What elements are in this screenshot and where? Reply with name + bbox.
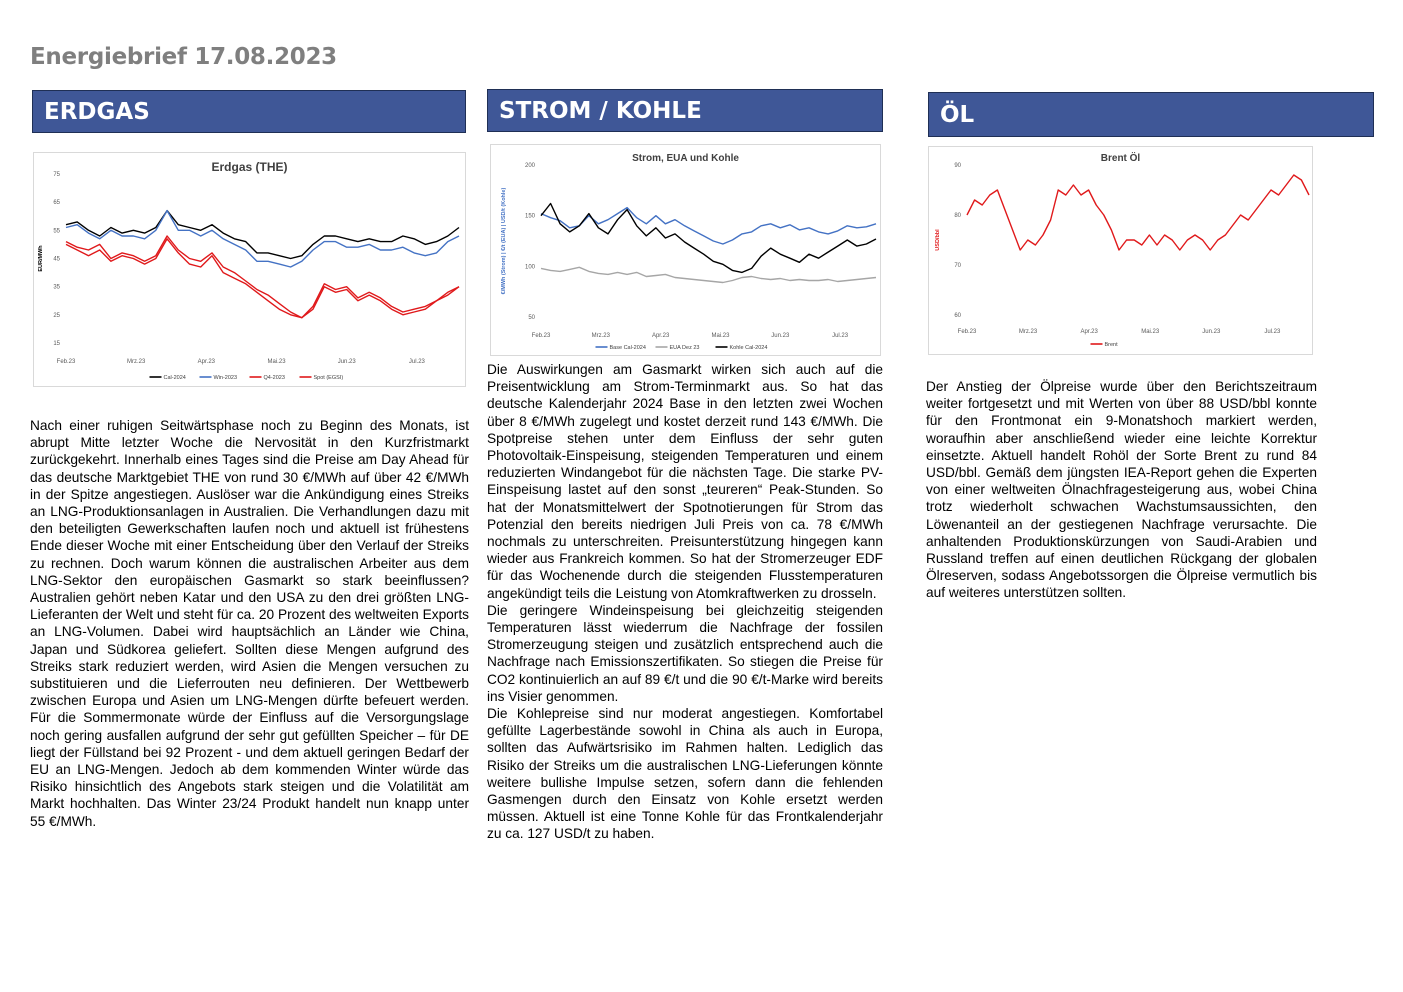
y-tick-label: 90 xyxy=(954,163,961,169)
legend-label: Base Cal-2024 xyxy=(609,345,646,351)
x-tick-label: Mai.23 xyxy=(1141,329,1160,335)
y-tick-label: 65 xyxy=(53,200,60,207)
page-title: Energiebrief 17.08.2023 xyxy=(30,44,337,70)
series-line-win-2023 xyxy=(66,211,459,267)
x-tick-label: Feb.23 xyxy=(56,359,76,365)
strom-text xyxy=(487,361,883,843)
x-tick-label: Jul.23 xyxy=(832,333,849,339)
series-line-cal-2024 xyxy=(66,211,459,259)
y-tick-label: 80 xyxy=(954,213,961,219)
y-axis-label: USD/bbl xyxy=(935,229,941,251)
y-tick-label: 45 xyxy=(53,256,60,263)
chart-title: Erdgas (THE) xyxy=(211,160,288,174)
y-axis-label: €/MWh (Strom) | €/t (EUA) | USD/t (Kohle) xyxy=(501,187,507,295)
section-header-strom: STROM / KOHLE xyxy=(487,89,883,132)
x-tick-label: Apr.23 xyxy=(651,333,670,339)
legend-label: Kohle Cal-2024 xyxy=(729,345,768,351)
series-line-spot-egsi- xyxy=(66,239,459,318)
legend-label: Spot (EGSI) xyxy=(313,375,344,381)
chart-gas xyxy=(33,152,466,387)
legend-label: Brent xyxy=(1104,342,1118,348)
y-tick-label: 35 xyxy=(53,284,60,291)
y-tick-label: 25 xyxy=(53,312,60,319)
oel-text xyxy=(926,378,1317,602)
x-tick-label: Feb.23 xyxy=(957,329,977,335)
y-tick-label: 100 xyxy=(524,264,535,271)
legend-label: EUA Dez 23 xyxy=(669,345,700,351)
y-tick-label: 200 xyxy=(524,163,535,169)
y-tick-label: 150 xyxy=(524,213,535,220)
strom-paragraph-1: Die Auswirkungen am Gasmarkt wirken sich auch auf die Preisentwicklung am Strom-Terminmarkt aus. So hat das deutsche Kalenderjahr 2024 Base in den letzten zwei Wochen über 8 €/MWh zugelegt und kostet derzeit rund 143 €/MWh. Die Spotpreise stehen unter dem Einfluss der sehr guten Photovoltaik-Einspeisung, steigenden Temperaturen und einem reduzierten Windangebot für die nächsten Tage. Die starke PV-Einspeisung lastet auf den sonst „teureren“ Peak-Stunden. So hat der Monatsmittelwert der Spotnotierungen für Strom das Potenzial den bereits niedrigen Juli Preis von ca. 78 €/MWh nochmals zu unterschreiten. Preisunterstützung hingegen kann wieder aus Frankreich kommen. So hat der Stromerzeuger EDF für das Wochenende durch die steigenden Flusstemperaturen angekündigt teils die Leistung von Atomkraftwerken zu drosseln. xyxy=(487,362,883,601)
y-tick-label: 50 xyxy=(528,315,535,321)
chart-oel-svg xyxy=(929,147,1312,354)
section-header-oel: ÖL xyxy=(928,92,1374,137)
y-tick-label: 60 xyxy=(954,313,961,319)
chart-oel xyxy=(928,146,1313,355)
series-line-base-cal-2024 xyxy=(541,208,876,244)
x-tick-label: Apr.23 xyxy=(197,359,216,365)
y-tick-label: 15 xyxy=(53,341,60,347)
y-tick-label: 70 xyxy=(954,263,961,269)
chart-title: Strom, EUA und Kohle xyxy=(632,153,739,164)
chart-strom xyxy=(490,144,881,356)
y-axis-label: EUR/MWh xyxy=(38,245,44,272)
erdgas-text xyxy=(30,417,469,830)
x-tick-label: Jun.23 xyxy=(771,333,790,339)
y-tick-label: 75 xyxy=(53,172,60,178)
series-line-eua-dez-23 xyxy=(541,267,876,282)
x-tick-label: Jul.23 xyxy=(408,359,425,365)
section-header-erdgas: ERDGAS xyxy=(32,90,466,133)
x-tick-label: Mrz.23 xyxy=(591,333,610,339)
strom-paragraph-3: Die Kohlepreise sind nur moderat angestiegen. Komfortabel gefüllte Lagerbestände sowohl in China als auch in Europa, sollten das Aufwärtsrisiko im Rahmen halten. Lediglich das Risiko der Streiks um die australischen LNG-Lieferungen könnte weitere bullishe Impulse setzen, sofern dann die fehlenden Gasmengen durch den Einsatz von Kohle ersetzt werden müssen. Aktuell ist eine Tonne Kohle für das Frontkalenderjahr zu ca. 127 USD/t zu haben. xyxy=(487,706,883,842)
x-tick-label: Mrz.23 xyxy=(127,359,146,365)
erdgas-paragraph: Nach einer ruhigen Seitwärtsphase noch zu Beginn des Monats, ist abrupt Mitte letzter Woche die Nervosität in den Kurzfristmarkt zurückgekehrt. Innerhalb eines Tages sind die Preise am Day Ahead für das deutsche Marktgebiet THE von rund 30 €/MWh auf über 42 €/MWh in der Spitze angestiegen. Auslöser war die Ankündigung eines Streiks an LNG-Produktionsanlagen in Australien. Die Verhandlungen dazu mit den beteiligten Gewerkschaften laufen noch und aktuell ist frühestens Ende dieser Woche mit einer Entscheidung über den Verlauf der Streiks zu rechnen. Doch warum können die australischen Arbeiter aus dem LNG-Sektor den europäischen Gasmarkt so stark beeinflussen? Australien gehört neben Katar und den USA zu den drei größten LNG-Lieferanten der Welt und steht für ca. 20 Prozent des weltweiten Exports an LNG-Volumen. Dabei wird hauptsächlich an Länder wie China, Japan und Südkorea geliefert. Sollten diese Mengen aufgrund des Streiks stark reduziert werden, wird Asien die Mengen versuchen zu substituieren und die Lieferrouten neu definieren. Der Wettbewerb zwischen Europa und Asien um LNG-Mengen dürfte befeuert werden. Für die Sommermonate würde der Einfluss auf die Versorgungslage noch gering ausfallen aufgrund der sehr gut gefüllten Speicher – für DE liegt der Füllstand bei 92 Prozent - und dem aktuell geringen Bedarf der EU an LNG-Mengen. Jedoch ab dem kommenden Winter würde das Risiko hinsichtlich des Angebots stark steigen und die Volatilität am Markt hochhalten. Das Winter 23/24 Produkt handelt nun knapp unter 55 €/MWh. xyxy=(30,418,469,829)
x-tick-label: Jun.23 xyxy=(337,359,356,365)
chart-strom-svg xyxy=(491,145,880,355)
chart-title: Brent Öl xyxy=(1100,153,1141,164)
y-tick-label: 55 xyxy=(53,228,60,235)
x-tick-label: Mrz.23 xyxy=(1018,329,1038,335)
x-tick-label: Mai.23 xyxy=(267,359,286,365)
series-line-brent xyxy=(967,175,1309,250)
oel-paragraph: Der Anstieg der Ölpreise wurde über den Berichtszeitraum weiter fortgesetzt und mit Werten von über 88 USD/bbl konnte für den Frontmonat ein 9-Monatshoch markiert werden, woraufhin aber anschließend wieder eine leichte Korrektur einsetzte. Aktuell handelt Rohöl der Sorte Brent zu rund 84 USD/bbl. Gemäß dem jüngsten IEA-Report gehen die Experten von einer weltweiten Ölnachfragesteigerung aus, wobei China trotz wiederholt schwachen Wachstumsaussichten, den Löwenanteil an der gestiegenen Nachfrage verursachte. Die anhaltenden Produktionskürzungen von Saudi-Arabien und Russland treffen auf einen deutlichen Rückgang der globalen Ölreserven, sodass Angebotssorgen die Ölpreise vermutlich bis auf weiteres unterstützen sollten. xyxy=(926,379,1317,601)
legend-label: Q4-2023 xyxy=(263,375,285,381)
legend-label: Cal-2024 xyxy=(163,375,186,381)
x-tick-label: Mai.23 xyxy=(711,333,730,339)
chart-gas-svg xyxy=(34,153,465,386)
x-tick-label: Jun.23 xyxy=(1202,329,1221,335)
strom-paragraph-2: Die geringere Windeinspeisung bei gleichzeitig steigenden Temperaturen lässt wiederrum die Nachfrage der fossilen Stromerzeugung steigen und zusätzlich entsprechend auch die Nachfrage nach Emissionszertifikaten. So stiegen die Preise für CO2 kontinuierlich an auf 89 €/t und die 90 €/t-Marke wird bereits ins Visier genommen. xyxy=(487,602,883,704)
x-tick-label: Apr.23 xyxy=(1080,329,1098,335)
legend-label: Win-2023 xyxy=(213,375,238,381)
x-tick-label: Feb.23 xyxy=(531,333,551,339)
x-tick-label: Jul.23 xyxy=(1264,329,1281,335)
